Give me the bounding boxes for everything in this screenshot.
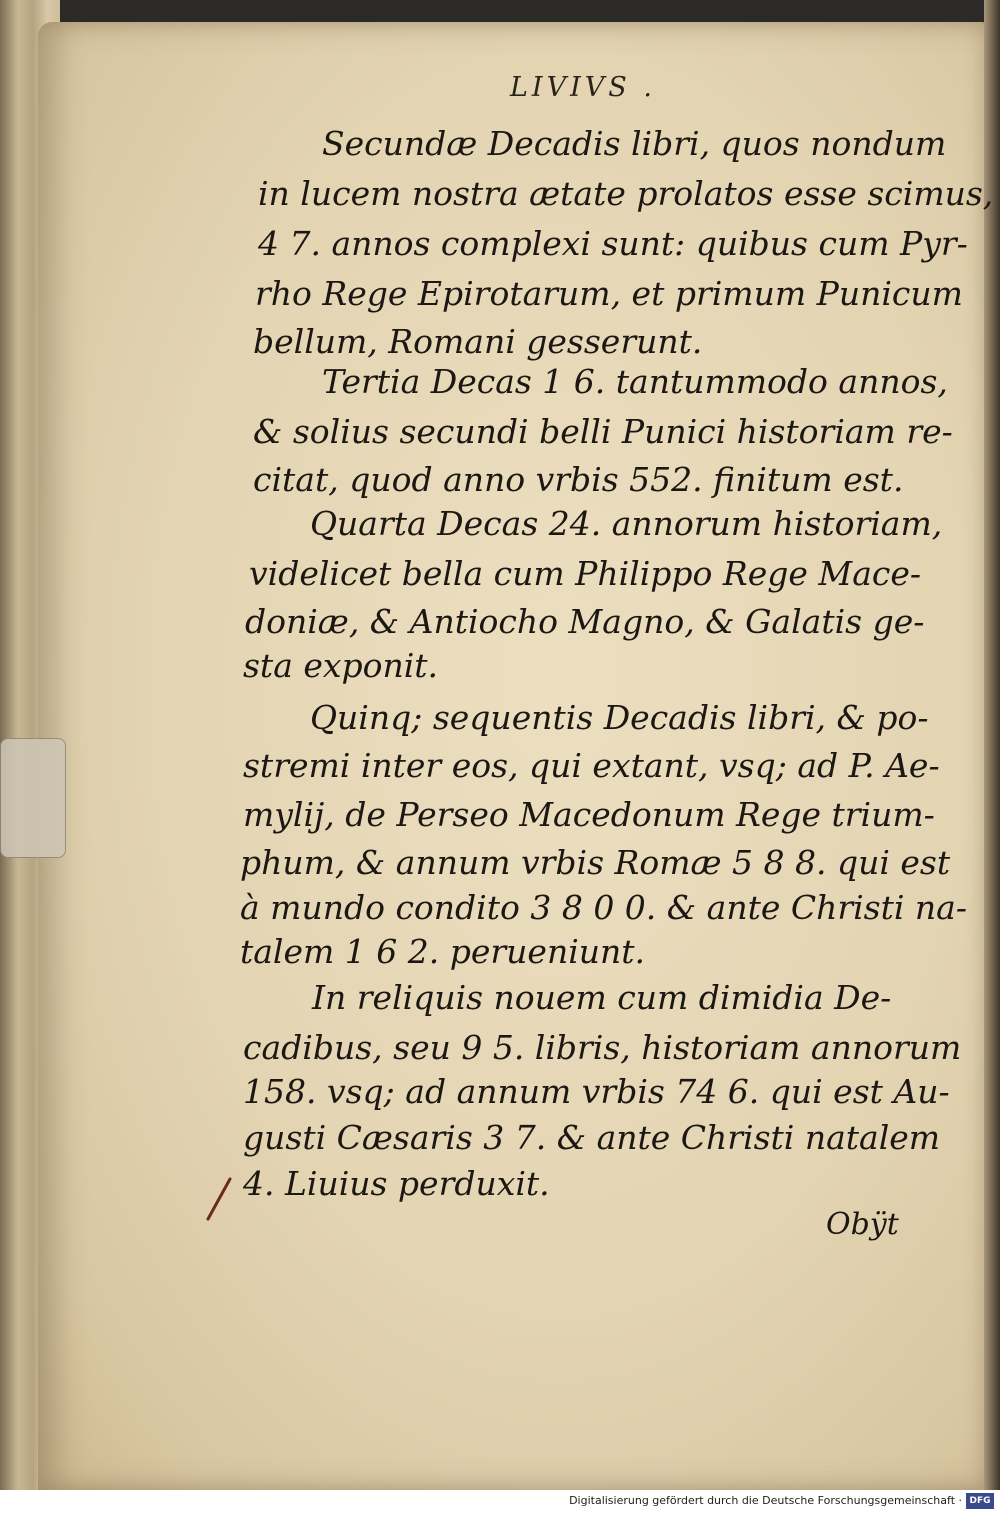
text-line: Tertia Decas 1 6. tantummodo annos, bbox=[322, 362, 948, 401]
text-line: doniæ, & Antiocho Magno, & Galatis ge- bbox=[245, 602, 925, 641]
text-line: 4 7. annos complexi sunt: quibus cum Pyr- bbox=[258, 224, 968, 263]
text-line: talem 1 6 2. perueniunt. bbox=[240, 932, 646, 971]
text-line: sta exponit. bbox=[243, 646, 439, 685]
text-line: in lucem nostra ætate prolatos esse scimus, bbox=[258, 174, 994, 213]
catchword: Obÿt bbox=[826, 1207, 899, 1242]
ink-mark bbox=[200, 1175, 240, 1225]
binding-shadow bbox=[984, 0, 1000, 1490]
text-line: mylij, de Perseo Macedonum Rege trium- bbox=[243, 795, 935, 834]
text-line: Quinq; sequentis Decadis libri, & po- bbox=[310, 698, 929, 737]
text-line: cadibus, seu 9 5. libris, historiam annorum bbox=[243, 1028, 962, 1067]
footer-bar bbox=[0, 1490, 1000, 1513]
text-line: stremi inter eos, qui extant, vsq; ad P. Ae- bbox=[243, 746, 940, 785]
running-head: LIVIVS . bbox=[510, 72, 656, 103]
digitization-credit: Digitalisierung gefördert durch die Deutsche Forschungsgemeinschaft · bbox=[569, 1494, 962, 1507]
text-line: gusti Cæsaris 3 7. & ante Christi natalem bbox=[243, 1118, 941, 1157]
text-line: 4. Liuius perduxit. bbox=[243, 1164, 550, 1203]
text-line: & solius secundi belli Punici historiam re- bbox=[253, 412, 953, 451]
text-line: citat, quod anno vrbis 552. finitum est. bbox=[253, 460, 904, 499]
text-line: 158. vsq; ad annum vrbis 74 6. qui est Au- bbox=[243, 1072, 950, 1111]
text-line: Secundæ Decadis libri, quos nondum bbox=[322, 124, 947, 163]
dfg-logo: DFG bbox=[966, 1493, 994, 1509]
text-line: rho Rege Epirotarum, et primum Punicum bbox=[255, 274, 963, 313]
text-line: videlicet bella cum Philippo Rege Mace- bbox=[249, 554, 922, 593]
clip-tab bbox=[0, 738, 66, 858]
text-line: Quarta Decas 24. annorum historiam, bbox=[310, 504, 943, 543]
text-line: à mundo condito 3 8 0 0. & ante Christi na- bbox=[240, 888, 967, 927]
text-line: In reliquis nouem cum dimidia De- bbox=[312, 978, 892, 1017]
text-line: bellum, Romani gesserunt. bbox=[253, 322, 703, 361]
text-line: phum, & annum vrbis Romæ 5 8 8. qui est bbox=[240, 843, 951, 882]
